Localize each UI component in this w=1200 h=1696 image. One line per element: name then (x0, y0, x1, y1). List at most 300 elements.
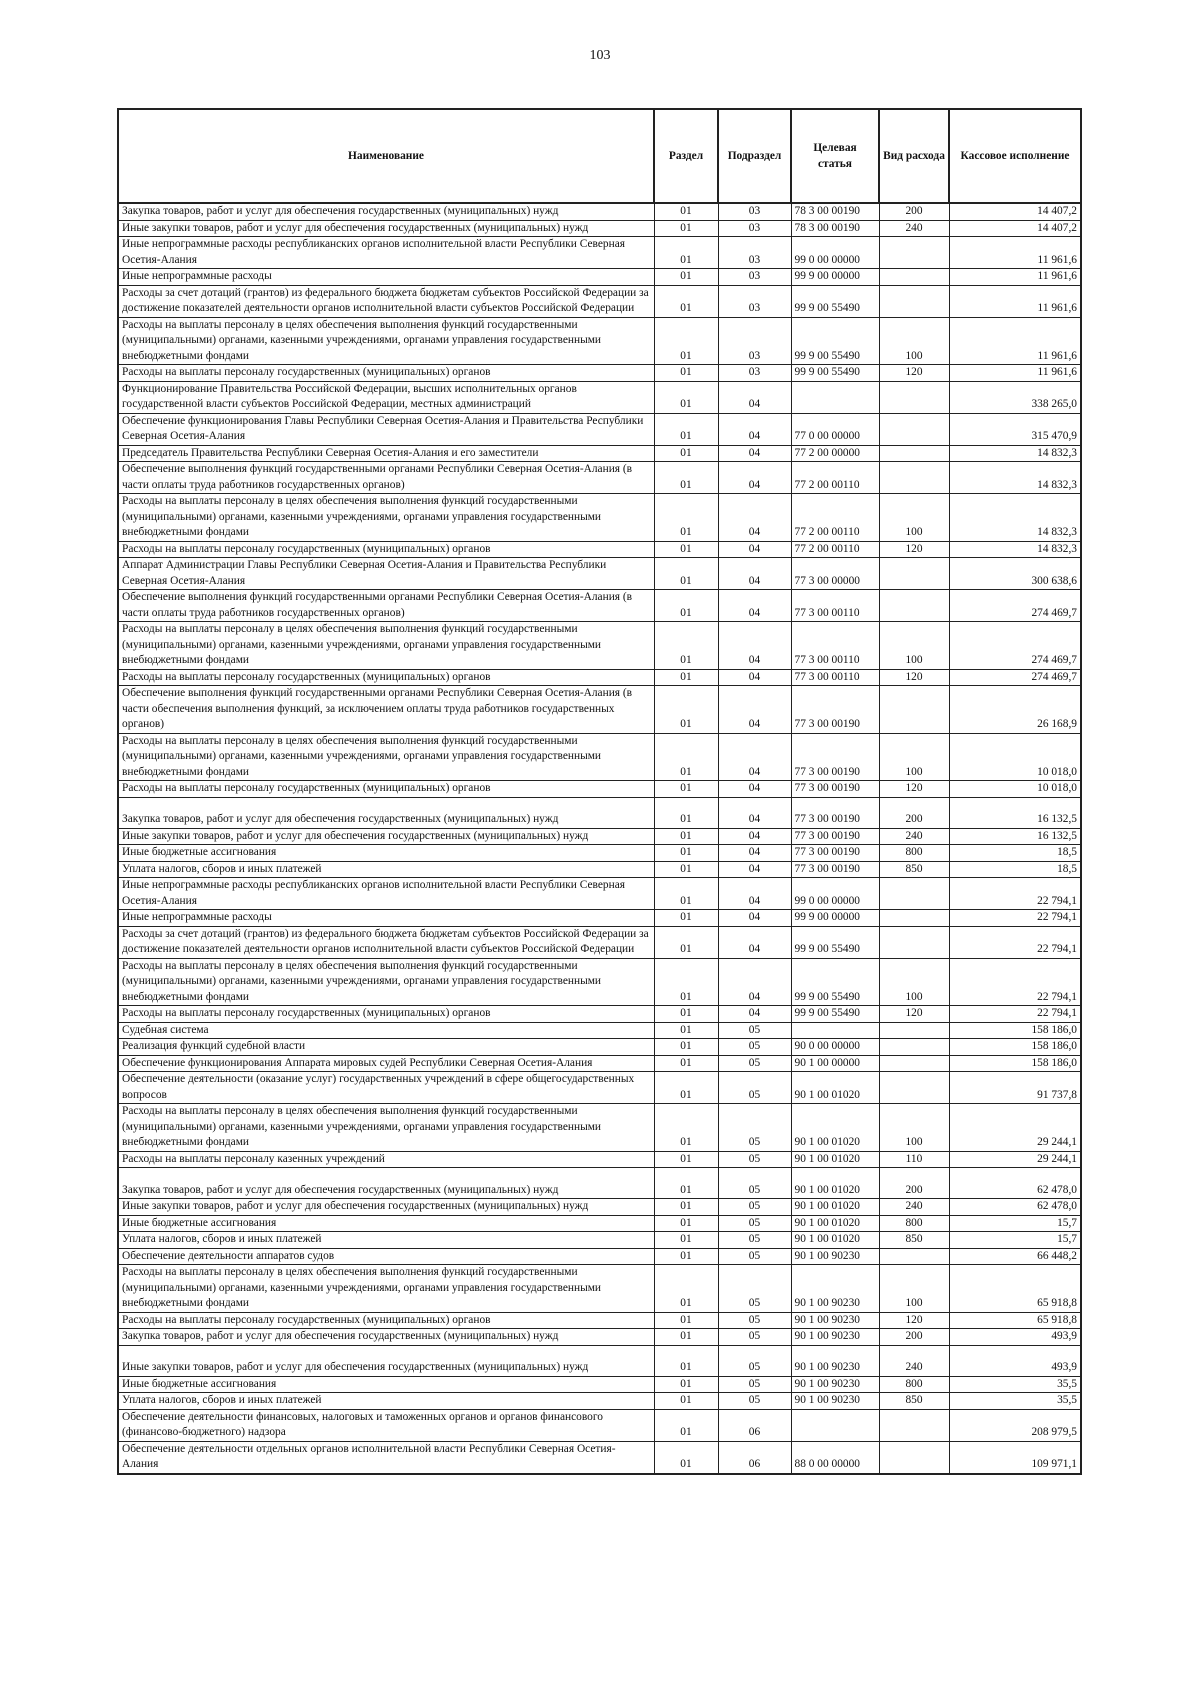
row-section: 01 (654, 1039, 718, 1056)
row-kind: 120 (879, 541, 949, 558)
row-section: 01 (654, 285, 718, 317)
table-row (118, 1168, 1081, 1199)
row-name: Расходы за счет дотаций (грантов) из федерального бюджета бюджетам субъектов Российской Федерации за достижение показателей деятельности органов исполнительной власти субъектов Российской Федерации (118, 285, 654, 317)
row-amount: 11 961,6 (949, 269, 1081, 286)
row-kind (879, 381, 949, 413)
row-subsection: 05 (718, 1265, 791, 1313)
row-kind: 800 (879, 845, 949, 862)
table-row (118, 686, 1081, 734)
table-row (118, 797, 1081, 828)
row-subsection: 04 (718, 733, 791, 781)
row-subsection: 04 (718, 462, 791, 494)
row-amount: 65 918,8 (949, 1265, 1081, 1313)
row-section: 01 (654, 1248, 718, 1265)
row-target: 88 0 00 00000 (791, 1441, 879, 1474)
row-section: 01 (654, 269, 718, 286)
row-subsection: 03 (718, 365, 791, 382)
row-name: Обеспечение деятельности финансовых, налоговых и таможенных органов и органов финансового (финансово-бюджетного) надзора (118, 1409, 654, 1441)
table-row (118, 269, 1081, 286)
row-name: Расходы на выплаты персоналу в целях обеспечения выполнения функций государственными (муниципальными) органами, казенными учреждениями, органами управления государственными внебюджетными фондами (118, 733, 654, 781)
row-kind: 200 (879, 1168, 949, 1199)
row-target: 99 0 00 00000 (791, 878, 879, 910)
row-section: 01 (654, 220, 718, 237)
row-section: 01 (654, 1329, 718, 1346)
row-subsection: 05 (718, 1215, 791, 1232)
row-kind: 120 (879, 781, 949, 798)
row-section: 01 (654, 494, 718, 542)
table-row (118, 1039, 1081, 1056)
row-section: 01 (654, 1265, 718, 1313)
row-amount: 22 794,1 (949, 958, 1081, 1006)
row-name: Функционирование Правительства Российской Федерации, высших исполнительных органов государственной власти субъектов Российской Федерации, местных администраций (118, 381, 654, 413)
row-kind: 850 (879, 1232, 949, 1249)
row-amount: 62 478,0 (949, 1199, 1081, 1216)
row-subsection: 04 (718, 622, 791, 670)
row-target: 90 1 00 90230 (791, 1248, 879, 1265)
row-kind: 240 (879, 1345, 949, 1376)
row-kind (879, 926, 949, 958)
row-section: 01 (654, 878, 718, 910)
row-target: 99 0 00 00000 (791, 237, 879, 269)
table-row (118, 220, 1081, 237)
row-section: 01 (654, 1215, 718, 1232)
row-subsection: 05 (718, 1199, 791, 1216)
row-target: 99 9 00 55490 (791, 1006, 879, 1023)
row-amount: 35,5 (949, 1376, 1081, 1393)
row-name: Закупка товаров, работ и услуг для обеспечения государственных (муниципальных) нужд (118, 1329, 654, 1346)
row-subsection: 04 (718, 828, 791, 845)
row-name: Обеспечение функционирования Главы Республики Северная Осетия-Алания и Правительства Республики Северная Осетия-Алания (118, 413, 654, 445)
row-amount: 10 018,0 (949, 781, 1081, 798)
row-name: Расходы на выплаты персоналу в целях обеспечения выполнения функций государственными (муниципальными) органами, казенными учреждениями, органами управления государственными внебюджетными фондами (118, 494, 654, 542)
table-row (118, 317, 1081, 365)
row-name: Расходы на выплаты персоналу в целях обеспечения выполнения функций государственными (муниципальными) органами, казенными учреждениями, органами управления государственными внебюджетными фондами (118, 317, 654, 365)
row-subsection: 04 (718, 558, 791, 590)
row-subsection: 04 (718, 413, 791, 445)
row-subsection: 05 (718, 1039, 791, 1056)
row-amount: 493,9 (949, 1345, 1081, 1376)
row-kind (879, 1441, 949, 1474)
row-name: Расходы за счет дотаций (грантов) из федерального бюджета бюджетам субъектов Российской Федерации за достижение показателей деятельности органов исполнительной власти субъектов Российской Федерации (118, 926, 654, 958)
row-amount: 16 132,5 (949, 797, 1081, 828)
row-kind (879, 590, 949, 622)
row-section: 01 (654, 669, 718, 686)
row-subsection: 04 (718, 797, 791, 828)
row-section: 01 (654, 1312, 718, 1329)
row-subsection: 05 (718, 1168, 791, 1199)
table-row (118, 828, 1081, 845)
header-amount: Кассовое исполнение (949, 109, 1081, 203)
row-kind (879, 1022, 949, 1039)
table-row (118, 558, 1081, 590)
table-row (118, 1215, 1081, 1232)
row-section: 01 (654, 203, 718, 220)
row-amount: 10 018,0 (949, 733, 1081, 781)
table-row (118, 1409, 1081, 1441)
table-row (118, 365, 1081, 382)
row-kind: 100 (879, 733, 949, 781)
row-name: Расходы на выплаты персоналу государственных (муниципальных) органов (118, 669, 654, 686)
row-kind: 120 (879, 1312, 949, 1329)
table-row (118, 958, 1081, 1006)
row-amount: 66 448,2 (949, 1248, 1081, 1265)
row-amount: 18,5 (949, 845, 1081, 862)
row-section: 01 (654, 926, 718, 958)
table-row (118, 285, 1081, 317)
row-kind: 100 (879, 1104, 949, 1152)
table-row (118, 926, 1081, 958)
row-subsection: 05 (718, 1151, 791, 1168)
row-kind: 120 (879, 1006, 949, 1023)
table-row (118, 622, 1081, 670)
row-kind (879, 1039, 949, 1056)
row-name: Расходы на выплаты персоналу государственных (муниципальных) органов (118, 781, 654, 798)
row-amount: 158 186,0 (949, 1022, 1081, 1039)
row-subsection: 05 (718, 1248, 791, 1265)
table-row (118, 1199, 1081, 1216)
row-amount: 91 737,8 (949, 1072, 1081, 1104)
row-amount: 11 961,6 (949, 317, 1081, 365)
row-name: Расходы на выплаты персоналу государственных (муниципальных) органов (118, 365, 654, 382)
row-name: Обеспечение выполнения функций государственными органами Республики Северная Осетия-Алания (в части оплаты труда работников государственных органов) (118, 590, 654, 622)
row-kind: 850 (879, 861, 949, 878)
row-section: 01 (654, 845, 718, 862)
row-name: Иные закупки товаров, работ и услуг для обеспечения государственных (муниципальных) нужд (118, 1345, 654, 1376)
row-amount: 315 470,9 (949, 413, 1081, 445)
row-subsection: 05 (718, 1055, 791, 1072)
row-subsection: 04 (718, 878, 791, 910)
row-amount: 14 832,3 (949, 445, 1081, 462)
row-target: 99 9 00 00000 (791, 910, 879, 927)
row-amount: 29 244,1 (949, 1151, 1081, 1168)
row-target: 90 1 00 01020 (791, 1199, 879, 1216)
row-kind (879, 237, 949, 269)
table-row (118, 462, 1081, 494)
row-subsection: 04 (718, 669, 791, 686)
table-row (118, 590, 1081, 622)
table-row (118, 541, 1081, 558)
row-section: 01 (654, 445, 718, 462)
row-kind (879, 462, 949, 494)
table-row (118, 1055, 1081, 1072)
row-name: Расходы на выплаты персоналу государственных (муниципальных) органов (118, 541, 654, 558)
row-name: Закупка товаров, работ и услуг для обеспечения государственных (муниципальных) нужд (118, 203, 654, 220)
row-subsection: 03 (718, 285, 791, 317)
row-name: Расходы на выплаты персоналу в целях обеспечения выполнения функций государственными (муниципальными) органами, казенными учреждениями, органами управления государственными внебюджетными фондами (118, 622, 654, 670)
row-subsection: 05 (718, 1376, 791, 1393)
row-target: 90 1 00 01020 (791, 1168, 879, 1199)
table-row (118, 1006, 1081, 1023)
row-section: 01 (654, 910, 718, 927)
row-amount: 158 186,0 (949, 1055, 1081, 1072)
row-subsection: 04 (718, 541, 791, 558)
table-row (118, 845, 1081, 862)
table-row (118, 861, 1081, 878)
row-target: 77 3 00 00190 (791, 733, 879, 781)
table-row (118, 878, 1081, 910)
row-kind (879, 413, 949, 445)
row-target: 90 1 00 01020 (791, 1072, 879, 1104)
row-name: Обеспечение выполнения функций государственными органами Республики Северная Осетия-Алания (в части оплаты труда работников государственных органов) (118, 462, 654, 494)
row-name: Иные непрограммные расходы республиканских органов исполнительной власти Республики Северная Осетия-Алания (118, 237, 654, 269)
row-amount: 14 407,2 (949, 203, 1081, 220)
row-target: 77 3 00 00190 (791, 845, 879, 862)
row-target: 77 2 00 00000 (791, 445, 879, 462)
row-target: 90 1 00 01020 (791, 1232, 879, 1249)
row-name: Иные закупки товаров, работ и услуг для обеспечения государственных (муниципальных) нужд (118, 1199, 654, 1216)
row-name: Расходы на выплаты персоналу государственных (муниципальных) органов (118, 1006, 654, 1023)
table-row (118, 1265, 1081, 1313)
row-name: Иные бюджетные ассигнования (118, 1376, 654, 1393)
row-kind: 240 (879, 828, 949, 845)
row-amount: 14 407,2 (949, 220, 1081, 237)
row-kind: 200 (879, 797, 949, 828)
row-section: 01 (654, 381, 718, 413)
row-target: 90 1 00 90230 (791, 1376, 879, 1393)
row-amount: 15,7 (949, 1232, 1081, 1249)
row-subsection: 04 (718, 590, 791, 622)
row-amount: 22 794,1 (949, 1006, 1081, 1023)
row-target: 77 3 00 00110 (791, 622, 879, 670)
table-row (118, 1345, 1081, 1376)
row-name: Уплата налогов, сборов и иных платежей (118, 1232, 654, 1249)
row-kind (879, 445, 949, 462)
row-target: 90 1 00 90230 (791, 1393, 879, 1410)
row-name: Расходы на выплаты персоналу в целях обеспечения выполнения функций государственными (муниципальными) органами, казенными учреждениями, органами управления государственными внебюджетными фондами (118, 1104, 654, 1152)
row-subsection: 05 (718, 1104, 791, 1152)
row-subsection: 05 (718, 1232, 791, 1249)
row-amount: 14 832,3 (949, 541, 1081, 558)
table-row (118, 669, 1081, 686)
row-subsection: 03 (718, 220, 791, 237)
row-section: 01 (654, 1006, 718, 1023)
row-amount: 62 478,0 (949, 1168, 1081, 1199)
row-section: 01 (654, 958, 718, 1006)
row-target: 77 3 00 00190 (791, 861, 879, 878)
row-section: 01 (654, 237, 718, 269)
row-target: 90 1 00 90230 (791, 1345, 879, 1376)
header-name: Наименование (118, 109, 654, 203)
row-name: Иные закупки товаров, работ и услуг для обеспечения государственных (муниципальных) нужд (118, 828, 654, 845)
row-kind: 100 (879, 494, 949, 542)
row-name: Уплата налогов, сборов и иных платежей (118, 1393, 654, 1410)
row-amount: 15,7 (949, 1215, 1081, 1232)
header-kind: Вид расхода (879, 109, 949, 203)
budget-table (117, 108, 1082, 1475)
row-amount: 11 961,6 (949, 237, 1081, 269)
row-name: Расходы на выплаты персоналу в целях обеспечения выполнения функций государственными (муниципальными) органами, казенными учреждениями, органами управления государственными внебюджетными фондами (118, 958, 654, 1006)
row-subsection: 05 (718, 1072, 791, 1104)
row-subsection: 03 (718, 237, 791, 269)
row-name: Закупка товаров, работ и услуг для обеспечения государственных (муниципальных) нужд (118, 797, 654, 828)
row-target: 90 1 00 90230 (791, 1329, 879, 1346)
row-kind (879, 558, 949, 590)
row-name: Расходы на выплаты персоналу в целях обеспечения выполнения функций государственными (муниципальными) органами, казенными учреждениями, органами управления государственными внебюджетными фондами (118, 1265, 654, 1313)
row-kind: 110 (879, 1151, 949, 1168)
table-row (118, 1151, 1081, 1168)
row-section: 01 (654, 1055, 718, 1072)
row-kind (879, 269, 949, 286)
row-name: Аппарат Администрации Главы Республики Северная Осетия-Алания и Правительства Республики Северная Осетия-Алания (118, 558, 654, 590)
table-header (118, 109, 1081, 203)
table-row (118, 413, 1081, 445)
row-target: 78 3 00 00190 (791, 203, 879, 220)
row-amount: 22 794,1 (949, 926, 1081, 958)
row-target: 90 0 00 00000 (791, 1039, 879, 1056)
row-name: Иные непрограммные расходы республиканских органов исполнительной власти Республики Северная Осетия-Алания (118, 878, 654, 910)
row-amount: 208 979,5 (949, 1409, 1081, 1441)
row-kind (879, 1072, 949, 1104)
row-amount: 338 265,0 (949, 381, 1081, 413)
row-section: 01 (654, 558, 718, 590)
row-amount: 65 918,8 (949, 1312, 1081, 1329)
row-amount: 158 186,0 (949, 1039, 1081, 1056)
row-section: 01 (654, 1232, 718, 1249)
row-kind: 100 (879, 622, 949, 670)
row-subsection: 05 (718, 1312, 791, 1329)
row-target: 77 3 00 00110 (791, 669, 879, 686)
row-amount: 300 638,6 (949, 558, 1081, 590)
row-name: Уплата налогов, сборов и иных платежей (118, 861, 654, 878)
row-target: 77 0 00 00000 (791, 413, 879, 445)
row-subsection: 04 (718, 910, 791, 927)
row-kind (879, 1248, 949, 1265)
row-section: 01 (654, 1022, 718, 1039)
row-target: 77 2 00 00110 (791, 494, 879, 542)
row-name: Иные непрограммные расходы (118, 910, 654, 927)
row-subsection: 04 (718, 845, 791, 862)
row-target: 90 1 00 01020 (791, 1151, 879, 1168)
row-target: 99 9 00 55490 (791, 926, 879, 958)
row-name: Расходы на выплаты персоналу государственных (муниципальных) органов (118, 1312, 654, 1329)
row-kind: 240 (879, 220, 949, 237)
row-section: 01 (654, 1376, 718, 1393)
row-subsection: 04 (718, 1006, 791, 1023)
table-row (118, 1072, 1081, 1104)
row-amount: 109 971,1 (949, 1441, 1081, 1474)
row-name: Обеспечение функционирования Аппарата мировых судей Республики Северная Осетия-Алания (118, 1055, 654, 1072)
header-target: Целевая статья (791, 109, 879, 203)
row-kind: 100 (879, 1265, 949, 1313)
row-target: 77 2 00 00110 (791, 462, 879, 494)
row-kind: 240 (879, 1199, 949, 1216)
row-name: Обеспечение деятельности аппаратов судов (118, 1248, 654, 1265)
row-kind: 800 (879, 1215, 949, 1232)
row-section: 01 (654, 622, 718, 670)
row-name: Судебная система (118, 1022, 654, 1039)
row-name: Иные бюджетные ассигнования (118, 845, 654, 862)
row-section: 01 (654, 797, 718, 828)
row-section: 01 (654, 861, 718, 878)
row-amount: 22 794,1 (949, 910, 1081, 927)
row-target: 77 3 00 00110 (791, 590, 879, 622)
row-section: 01 (654, 590, 718, 622)
row-target: 99 9 00 55490 (791, 365, 879, 382)
table-row (118, 1329, 1081, 1346)
row-amount: 14 832,3 (949, 462, 1081, 494)
row-target: 90 1 00 01020 (791, 1104, 879, 1152)
row-subsection: 04 (718, 494, 791, 542)
row-kind (879, 910, 949, 927)
row-kind (879, 878, 949, 910)
row-target: 99 9 00 55490 (791, 285, 879, 317)
table-row (118, 1104, 1081, 1152)
row-section: 01 (654, 1151, 718, 1168)
row-section: 01 (654, 462, 718, 494)
row-amount: 35,5 (949, 1393, 1081, 1410)
row-amount: 274 469,7 (949, 669, 1081, 686)
row-name: Иные бюджетные ассигнования (118, 1215, 654, 1232)
row-subsection: 05 (718, 1329, 791, 1346)
row-target (791, 381, 879, 413)
row-subsection: 03 (718, 317, 791, 365)
row-target: 90 1 00 00000 (791, 1055, 879, 1072)
header-section: Раздел (654, 109, 718, 203)
table-row (118, 1441, 1081, 1474)
row-subsection: 04 (718, 958, 791, 1006)
header-subsection: Подраздел (718, 109, 791, 203)
row-section: 01 (654, 317, 718, 365)
row-kind: 120 (879, 669, 949, 686)
row-kind: 100 (879, 317, 949, 365)
row-amount: 22 794,1 (949, 878, 1081, 910)
table-body (118, 203, 1081, 1474)
row-section: 01 (654, 1104, 718, 1152)
row-kind (879, 285, 949, 317)
row-amount: 274 469,7 (949, 590, 1081, 622)
row-subsection: 06 (718, 1441, 791, 1474)
row-amount: 26 168,9 (949, 686, 1081, 734)
row-section: 01 (654, 1072, 718, 1104)
table-row (118, 445, 1081, 462)
row-kind (879, 1055, 949, 1072)
row-target: 77 2 00 00110 (791, 541, 879, 558)
row-kind: 200 (879, 1329, 949, 1346)
table-row (118, 1022, 1081, 1039)
row-target: 78 3 00 00190 (791, 220, 879, 237)
row-kind: 100 (879, 958, 949, 1006)
row-subsection: 05 (718, 1345, 791, 1376)
row-amount: 11 961,6 (949, 365, 1081, 382)
table-row (118, 1312, 1081, 1329)
row-target: 90 1 00 90230 (791, 1265, 879, 1313)
row-subsection: 04 (718, 445, 791, 462)
row-target: 77 3 00 00000 (791, 558, 879, 590)
row-section: 01 (654, 828, 718, 845)
table-row (118, 494, 1081, 542)
row-name: Председатель Правительства Республики Северная Осетия-Алания и его заместители (118, 445, 654, 462)
row-subsection: 05 (718, 1022, 791, 1039)
row-target: 77 3 00 00190 (791, 797, 879, 828)
table-row (118, 733, 1081, 781)
row-section: 01 (654, 541, 718, 558)
row-name: Закупка товаров, работ и услуг для обеспечения государственных (муниципальных) нужд (118, 1168, 654, 1199)
row-subsection: 04 (718, 686, 791, 734)
row-section: 01 (654, 1345, 718, 1376)
row-section: 01 (654, 1393, 718, 1410)
row-target: 99 9 00 00000 (791, 269, 879, 286)
row-name: Обеспечение выполнения функций государственными органами Республики Северная Осетия-Алания (в части обеспечения выполнения функций, за исключением оплаты труда работников государственных органов) (118, 686, 654, 734)
row-section: 01 (654, 733, 718, 781)
row-kind: 200 (879, 203, 949, 220)
table-row (118, 203, 1081, 220)
row-amount: 14 832,3 (949, 494, 1081, 542)
row-amount: 16 132,5 (949, 828, 1081, 845)
row-section: 01 (654, 1409, 718, 1441)
table-row (118, 1248, 1081, 1265)
row-subsection: 04 (718, 381, 791, 413)
row-subsection: 03 (718, 203, 791, 220)
